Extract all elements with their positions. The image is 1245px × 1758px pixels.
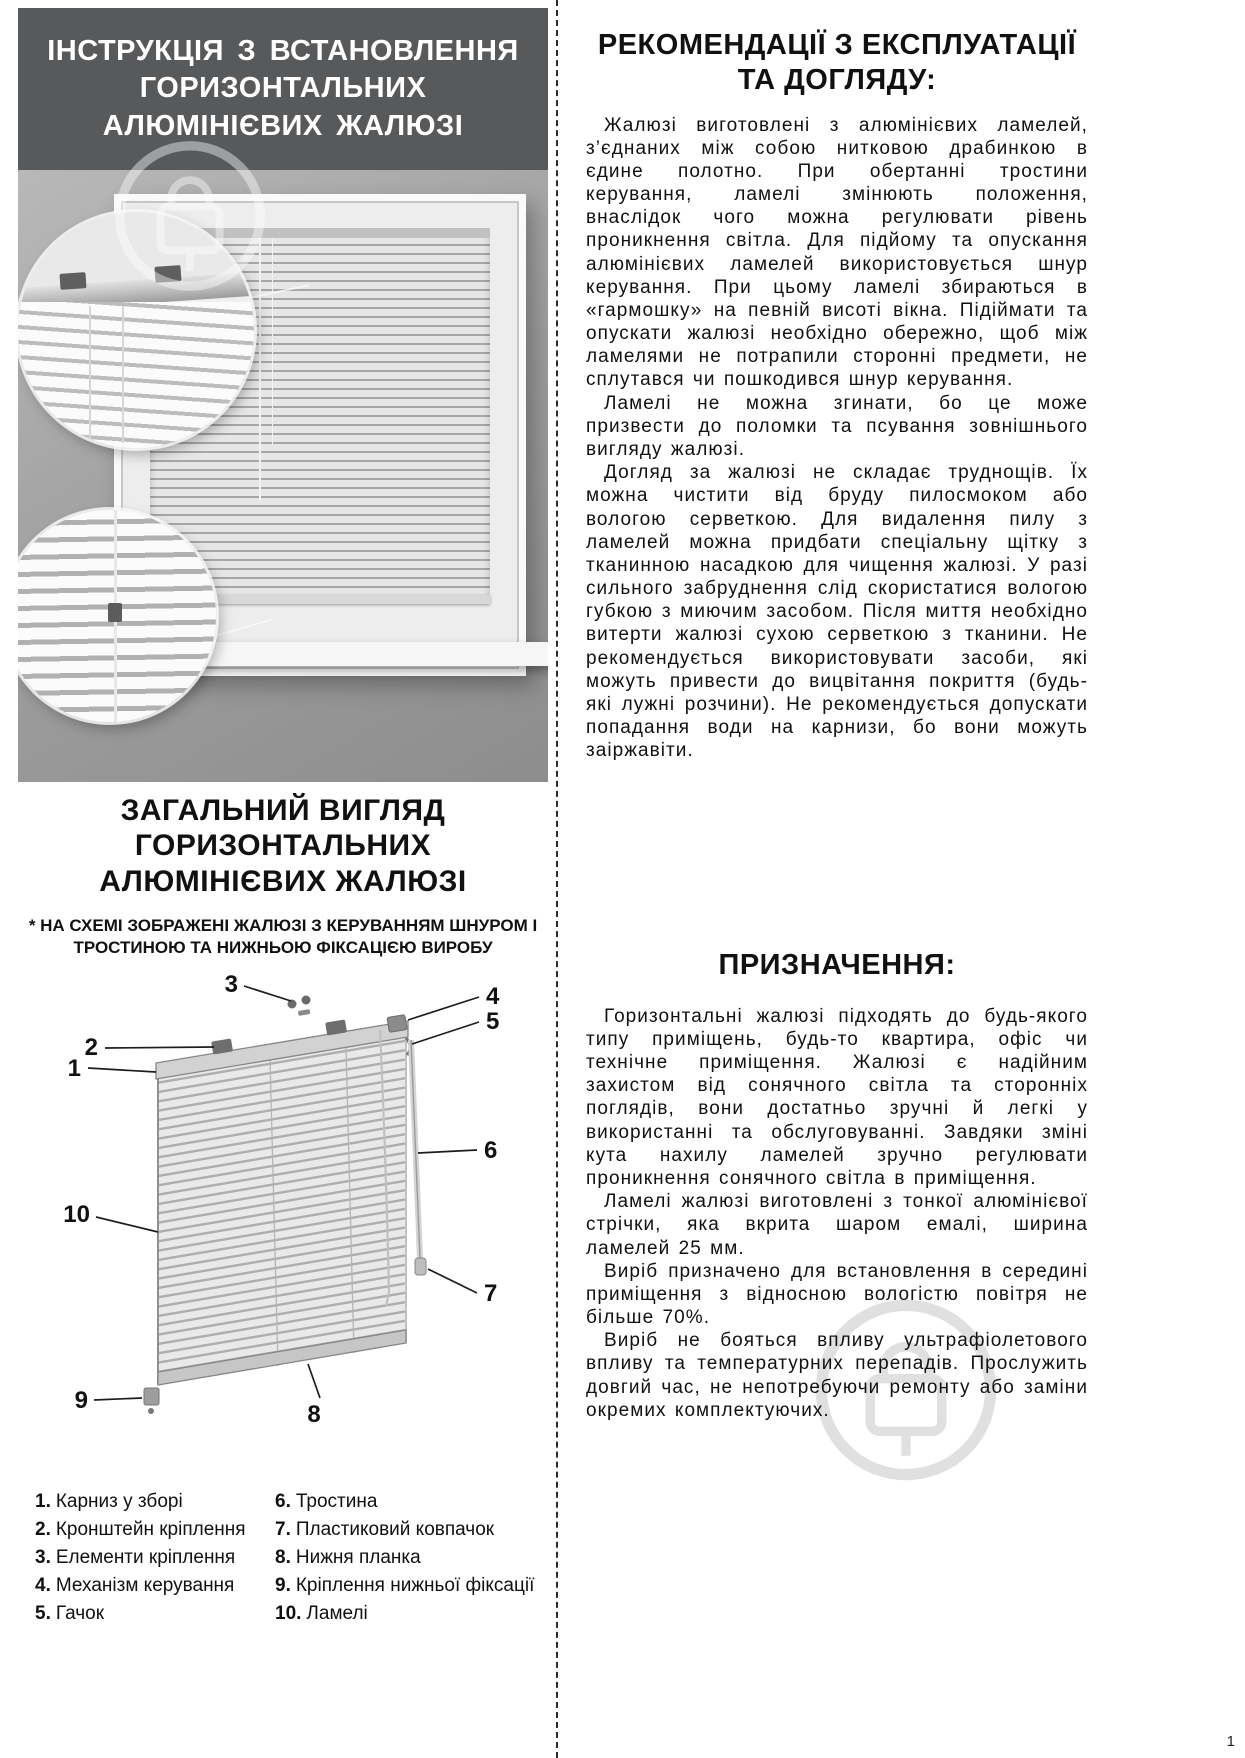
legend-label: Механізм керування	[55, 1575, 235, 1596]
care-paragraph: Ламелі не можна згинати, бо це може призвести до поломки та псування зовнішнього вигляду жалюзі.	[586, 392, 1088, 460]
purpose-paragraph: Виріб призначено для встановлення в середині приміщення з відносною вологістю повітря не більше 70%.	[586, 1260, 1088, 1329]
bottom-fixation	[144, 1388, 159, 1414]
care-title: РЕКОМЕНДАЦІЇ З ЕКСПЛУАТАЦІЇ ТА ДОГЛЯДУ:	[597, 29, 1077, 96]
callout-5: 5	[486, 1008, 500, 1035]
legend-number: 5.	[35, 1603, 51, 1624]
legend-item	[35, 1544, 275, 1572]
purpose-section	[586, 948, 1088, 1422]
overview-title: ЗАГАЛЬНИЙ ВИГЛЯД ГОРИЗОНТАЛЬНИХ АЛЮМІНІЄВИХ ЖАЛЮЗІ	[99, 794, 467, 898]
legend-label: Елементи кріплення	[55, 1547, 236, 1568]
legend-column-2	[275, 1488, 550, 1628]
care-text	[586, 114, 1088, 763]
callout-1: 1	[67, 1055, 81, 1082]
inset-slats	[18, 302, 254, 448]
column-divider	[556, 0, 558, 1758]
control-mechanism	[387, 1015, 407, 1033]
legend-item	[275, 1544, 550, 1572]
legend-item	[275, 1600, 550, 1628]
legend-number: 10.	[275, 1603, 302, 1624]
callout-4: 4	[486, 983, 500, 1010]
purpose-paragraph: Виріб не бояться впливу ультрафіолетового впливу та температурних перепадів. Прослужить довгий час, не непотребуючи ремонту або заміни окремих комплектуючих.	[586, 1330, 1088, 1421]
purpose-title: ПРИЗНАЧЕННЯ:	[718, 949, 956, 981]
purpose-paragraph: Горизонтальні жалюзі підходять до будь-якого типу приміщень, будь-то квартира, офіс чи технічне приміщення. Жалюзі є надійним захистом від сонячного світла та сторонніх поглядів, вони достатньо зручні й легкі у використанні та обслуговуванні. Завдяки зміні кута нахилу ламелей зручно регулювати проникнення сонячного світла в приміщення.	[586, 1005, 1088, 1189]
legend-label: Гачок	[55, 1603, 105, 1624]
legend-number: 9.	[275, 1575, 291, 1596]
slats-detail-inset	[18, 510, 216, 722]
callout-9: 9	[74, 1387, 88, 1414]
legend-number: 3.	[35, 1547, 51, 1568]
blinds-diagram-svg	[8, 960, 553, 1472]
inset-bracket	[154, 265, 181, 283]
header-title: ІНСТРУКЦІЯ З ВСТАНОВЛЕННЯ ГОРИЗОНТАЛЬНИХ АЛЮМІНІЄВИХ ЖАЛЮЗІ	[47, 35, 519, 142]
slat-stack	[158, 1036, 406, 1384]
inset-cord	[89, 306, 91, 443]
callout-3: 3	[224, 971, 238, 998]
page-header	[18, 8, 548, 170]
legend-label: Ламелі	[306, 1603, 368, 1624]
legend-label: Карниз у зборі	[55, 1491, 183, 1512]
legend-label: Пластиковий ковпачок	[295, 1519, 495, 1540]
legend-item	[275, 1572, 550, 1600]
callout-2: 2	[84, 1034, 98, 1061]
legend-number: 2.	[35, 1519, 51, 1540]
legend-item	[35, 1516, 275, 1544]
legend-column-1	[35, 1488, 275, 1628]
callout-6: 6	[484, 1137, 498, 1164]
legend-item	[35, 1572, 275, 1600]
page-number: 1	[1226, 1733, 1235, 1750]
care-paragraph: Жалюзі виготовлені з алюмінієвих ламелей, з’єднаних між собою нитковою драбинкою в єдине полотно. При обертанні тростини керування, ламелі змінюють положення, внаслідок чого можна регулювати рівень проникнення світла. Для підйому та опускання алюмінієвих ламелей використовується шнур керування. При цьому ламелі збираються в «гармошку» на певній висоті вікна. Підіймати та опускати жалюзі необхідно обережно, щоб між ламелями не потрапили сторонні предмети, не сплутався чи пошкодився шнур керування.	[586, 114, 1088, 391]
control-wand	[411, 1040, 420, 1258]
legend-label: Нижня планка	[295, 1547, 421, 1568]
inset-fixation-clip	[108, 603, 122, 622]
blinds-diagram	[8, 960, 553, 1472]
callout-7: 7	[484, 1280, 498, 1307]
legend-item	[35, 1488, 275, 1516]
legend-item	[35, 1600, 275, 1628]
headrail-detail-inset	[18, 212, 254, 448]
blinds-cord	[272, 238, 273, 445]
callout-10: 10	[63, 1201, 90, 1228]
installation-photo	[18, 170, 548, 782]
legend-number: 7.	[275, 1519, 291, 1540]
fastening-elements	[288, 996, 311, 1016]
inset-bracket	[60, 272, 87, 290]
care-section	[586, 28, 1088, 762]
legend-item	[275, 1488, 550, 1516]
legend-label: Кріплення нижньої фіксації	[295, 1575, 535, 1596]
legend-number: 4.	[35, 1575, 51, 1596]
care-paragraph: Догляд за жалюзі не складає труднощів. Їх можна чистити від бруду пилосмоком або вологою серветкою. Для видалення пилу з ламелей можна придбати спеціальну щітку з тканинною насадкою для чищення жалюзі. У разі сильного забруднення слід скористатися вологою губкою з миючим засобом. Після миття необхідно витерти жалюзі сухою серветкою з тканини. Не рекомендується використовувати засоби, які можуть привести до вицвітання покриття (будь-які лужні розчини). Не рекомендується допускати попадання води на карнизи, бо вони можуть заіржавіти.	[586, 462, 1088, 762]
legend-number: 6.	[275, 1491, 291, 1512]
inset-cord	[122, 306, 124, 443]
legend-item	[275, 1516, 550, 1544]
overview-note: * НА СХЕМІ ЗОБРАЖЕНІ ЖАЛЮЗІ З КЕРУВАННЯМ ШНУРОМ І ТРОСТИНОЮ ТА НИЖНЬОЮ ФІКСАЦІЄЮ ВИРОБУ	[28, 916, 538, 958]
callout-8: 8	[307, 1401, 321, 1428]
legend-number: 8.	[275, 1547, 291, 1568]
legend-number: 1.	[35, 1491, 51, 1512]
legend-label: Кронштейн кріплення	[55, 1519, 246, 1540]
purpose-text	[586, 1005, 1088, 1422]
plastic-cap	[415, 1258, 426, 1275]
blinds-cord	[259, 238, 261, 501]
legend-label: Тростина	[295, 1491, 378, 1512]
parts-legend	[35, 1488, 550, 1628]
purpose-paragraph: Ламелі жалюзі виготовлені з тонкої алюмінієвої стрічки, яка вкрита шаром емалі, ширина ламелей 25 мм.	[586, 1191, 1088, 1259]
